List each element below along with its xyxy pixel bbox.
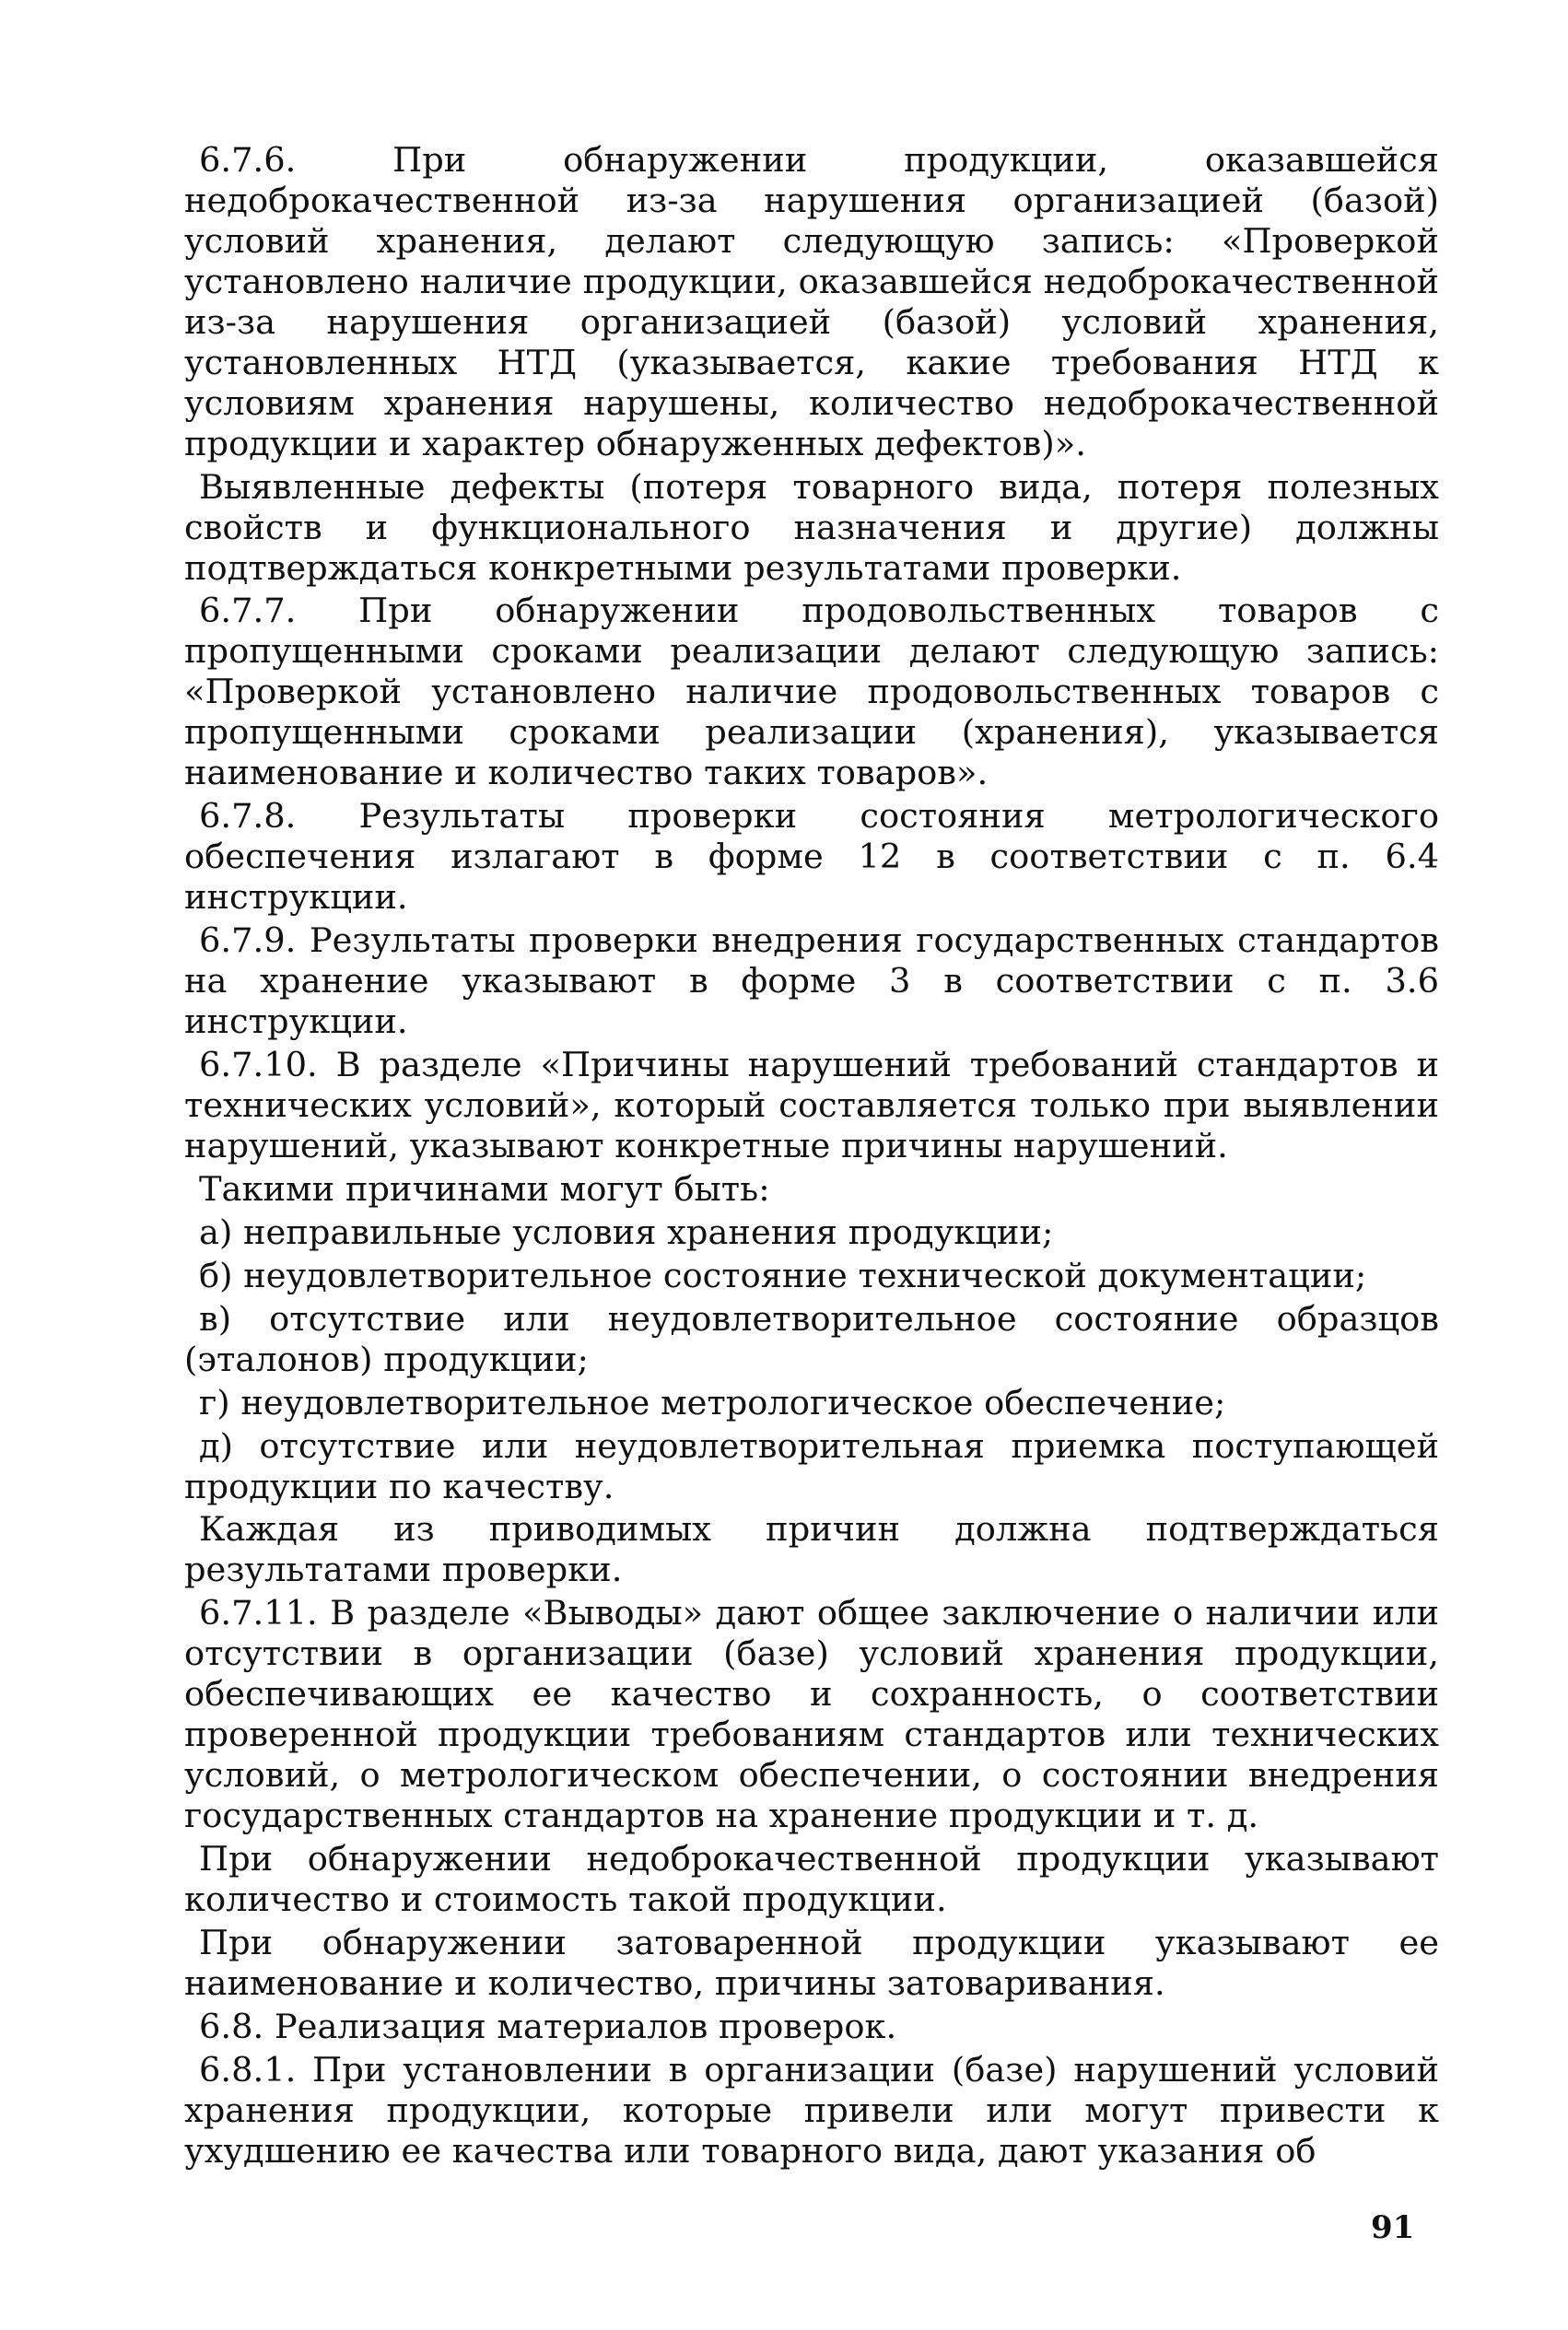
- paragraph-6-7-11: 6.7.11. В разделе «Выводы» дают общее заключение о наличии или отсутствии в организации (базе) условий хранения продукции, обеспечивающих ее качество и сохранность, о соответствии проверенной продукции требованиям стандартов или технических условий, о метрологическом обеспечении, о состоянии внедрения государственных стандартов на хранение продукции и т. д.: [184, 1593, 1439, 1836]
- paragraph-reasons-intro: Такими причинами могут быть:: [199, 1168, 770, 1209]
- list-item-v: в) отсутствие или неудовлетворительное состояние образцов (эталонов) продукции;: [184, 1298, 1439, 1379]
- paragraph-each-reason: Каждая из приводимых причин должна подтверждаться результатами проверки.: [184, 1509, 1439, 1590]
- paragraph-defects: Выявленные дефекты (потеря товарного вида, потеря полезных свойств и функционального назначения и другие) должны подтверждаться конкретными результатами проверки.: [184, 466, 1439, 588]
- page-number: 91: [1371, 2209, 1415, 2246]
- paragraph-defective-products: При обнаружении недоброкачественной продукции указывают количество и стоимость такой продукции.: [184, 1839, 1439, 1920]
- section-heading-6-8: 6.8. Реализация материалов проверок.: [199, 2006, 897, 2046]
- list-item-b: б) неудовлетворительное состояние технической документации;: [199, 1255, 1367, 1295]
- paragraph-overstocked-products: При обнаружении затоваренной продукции указывают ее наименование и количество, причины затоваривания.: [184, 1922, 1439, 2003]
- paragraph-6-7-8: 6.7.8. Результаты проверки состояния метрологического обеспечения излагают в форме 12 в соответствии с п. 6.4 инструкции.: [184, 796, 1439, 918]
- paragraph-6-8-1: 6.8.1. При установлении в организации (базе) нарушений условий хранения продукции, которые привели или могут привести к ухудшению ее качества или товарного вида, дают указания об: [184, 2049, 1439, 2171]
- paragraph-6-7-10: 6.7.10. В разделе «Причины нарушений требований стандартов и технических условий», который составляется только при выявлении нарушений, указывают конкретные причины нарушений.: [184, 1044, 1439, 1165]
- paragraph-6-7-9: 6.7.9. Результаты проверки внедрения государственных стандартов на хранение указывают в форме 3 в соответствии с п. 3.6 инструкции.: [184, 920, 1439, 1042]
- page-body: [184, 140, 1439, 2172]
- paragraph-6-7-6: 6.7.6. При обнаружении продукции, оказавшейся недоброкачественной из-за нарушения организацией (базой) условий хранения, делают следующую запись: «Проверкой установлено наличие продукции, оказавшейся недоброкачественной из-за нарушения организацией (базой) условий хранения, установленных НТД (указывается, какие требования НТД к условиям хранения нарушены, количество недоброкачественной продукции и характер обнаруженных дефектов)».: [184, 140, 1439, 463]
- list-item-a: а) неправильные условия хранения продукции;: [199, 1212, 1054, 1252]
- list-item-g: г) неудовлетворительное метрологическое обеспечение;: [199, 1382, 1226, 1423]
- list-item-d: д) отсутствие или неудовлетворительная приемка поступающей продукции по качеству.: [184, 1425, 1439, 1506]
- paragraph-6-7-7: 6.7.7. При обнаружении продовольственных товаров с пропущенными сроками реализации делают следующую запись: «Проверкой установлено наличие продовольственных товаров с пропущенными сроками реализации (хранения), указывается наименование и количество таких товаров».: [184, 591, 1439, 793]
